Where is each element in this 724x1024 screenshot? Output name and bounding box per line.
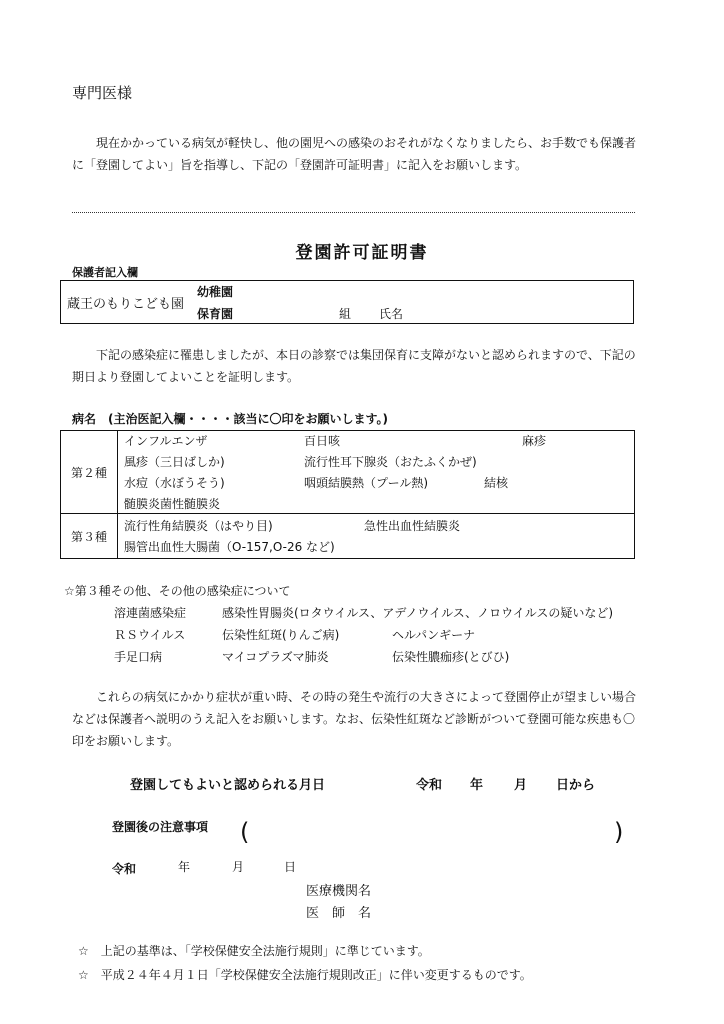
addressee: 専門医様 [72,84,133,102]
class2-diseases [118,431,634,513]
cut-line [72,212,635,213]
doctor-label: 医 師 名 [306,906,372,921]
disease-measles[interactable]: 麻疹 [522,434,547,448]
disease-acute-hemorrhagic-conjunctivitis[interactable]: 急性出血性結膜炎 [364,519,461,533]
notes-bracket-right: ) [614,818,624,846]
class3-label: 第３種 [61,514,118,559]
certificate-title: 登園許可証明書 [295,243,429,263]
other-impetigo[interactable]: 伝染性膿痂疹(とびひ) [392,650,510,664]
footnote-1: ☆ 上記の基準は、「学校保健安全法施行規則」に準じています。 [78,944,430,958]
disease-epidemic-keratoconjunctivitis[interactable]: 流行性角結膜炎（はやり目) [124,519,273,533]
other-mycoplasma[interactable]: マイコプラズマ肺炎 [222,650,329,664]
sign-era: 令和 [112,862,137,876]
guardian-section-label: 保護者記入欄 [72,266,138,279]
disease-meningococcal[interactable]: 髄膜炎菌性髄膜炎 [124,497,221,511]
attend-date-label: 登園してもよいと認められる月日 [130,778,326,793]
other-diseases-heading: ☆第３種その他、その他の感染症について [64,584,291,598]
notes-after-field[interactable] [256,818,610,852]
class3-diseases [118,514,634,558]
other-rsv[interactable]: ＲＳウイルス [114,628,186,642]
disease-tuberculosis[interactable]: 結核 [484,476,509,490]
sign-month[interactable]: 月 [232,860,245,874]
attend-month[interactable]: 月 [514,778,528,793]
class2-label: 第２種 [61,431,118,514]
disease-mumps[interactable]: 流行性耳下腺炎（おたふくかぜ) [304,455,477,469]
attend-day-from[interactable]: 日から [556,778,596,793]
other-gastroenteritis[interactable]: 感染性胃腸炎(ロタウイルス、アデノウイルス、ノロウイルスの疑いなど) [222,606,614,620]
sign-year[interactable]: 年 [178,860,191,874]
guardian-box [60,280,634,324]
other-strep[interactable]: 溶連菌感染症 [114,606,187,620]
disease-heading: 病名 (主治医記入欄・・・・該当に〇印をお願いします。) [72,412,389,426]
footnote-2: ☆ 平成２４年４月１日「学校保健安全法施行規則改正」に伴い変更するものです。 [78,968,532,982]
disease-rubella[interactable]: 風疹（三日ばしか) [124,455,225,469]
school-name: 蔵王のもりこども園 [67,297,185,312]
attend-era: 令和 [416,778,443,793]
nursery-option[interactable]: 保育園 [197,307,234,321]
intro-paragraph: 現在かかっている病気が軽快し、他の園児への感染のおそれがなくなりましたら、お手数でも保護者に「登園してよい」旨を指導し、下記の「登園許可証明書」に記入をお願いします。 [72,136,637,172]
disease-pertussis[interactable]: 百日咳 [304,434,341,448]
sign-day[interactable]: 日 [284,860,297,874]
disease-pharyngoconjunctival-fever[interactable]: 咽頭結膜熱（プール熱) [304,476,429,490]
disease-influenza[interactable]: インフルエンザ [124,434,208,448]
disease-table [60,430,635,559]
notes-bracket-left: ( [240,818,250,846]
disease-chickenpox[interactable]: 水痘（水ぼうそう) [124,476,225,490]
other-herpangina[interactable]: ヘルパンギーナ [392,628,476,642]
other-hfmd[interactable]: 手足口病 [114,650,163,664]
statement-paragraph: 下記の感染症に罹患しましたが、本日の診察では集団保育に支障がないと認められますので、下記の期日より登園してよいことを証明します。 [72,348,636,384]
kindergarten-option[interactable]: 幼稚園 [197,285,234,299]
class-label: 組 [339,307,352,321]
institution-label: 医療機関名 [306,884,372,899]
name-label: 氏名 [379,307,404,321]
notes-after-label: 登園後の注意事項 [112,820,209,834]
disease-ehec[interactable]: 腸管出血性大腸菌（O-157,O-26 など) [124,540,335,554]
other-erythema-infectiosum[interactable]: 伝染性紅斑(りんご病) [222,628,340,642]
attend-year[interactable]: 年 [470,778,484,793]
note-paragraph: これらの病気にかかり症状が重い時、その時の発生や流行の大きさによって登園停止が望ましい場合などは保護者へ説明のうえ記入をお願いします。なお、伝染性紅斑など診断がついて登園可能な疾患も〇印をお願いします。 [72,690,637,748]
